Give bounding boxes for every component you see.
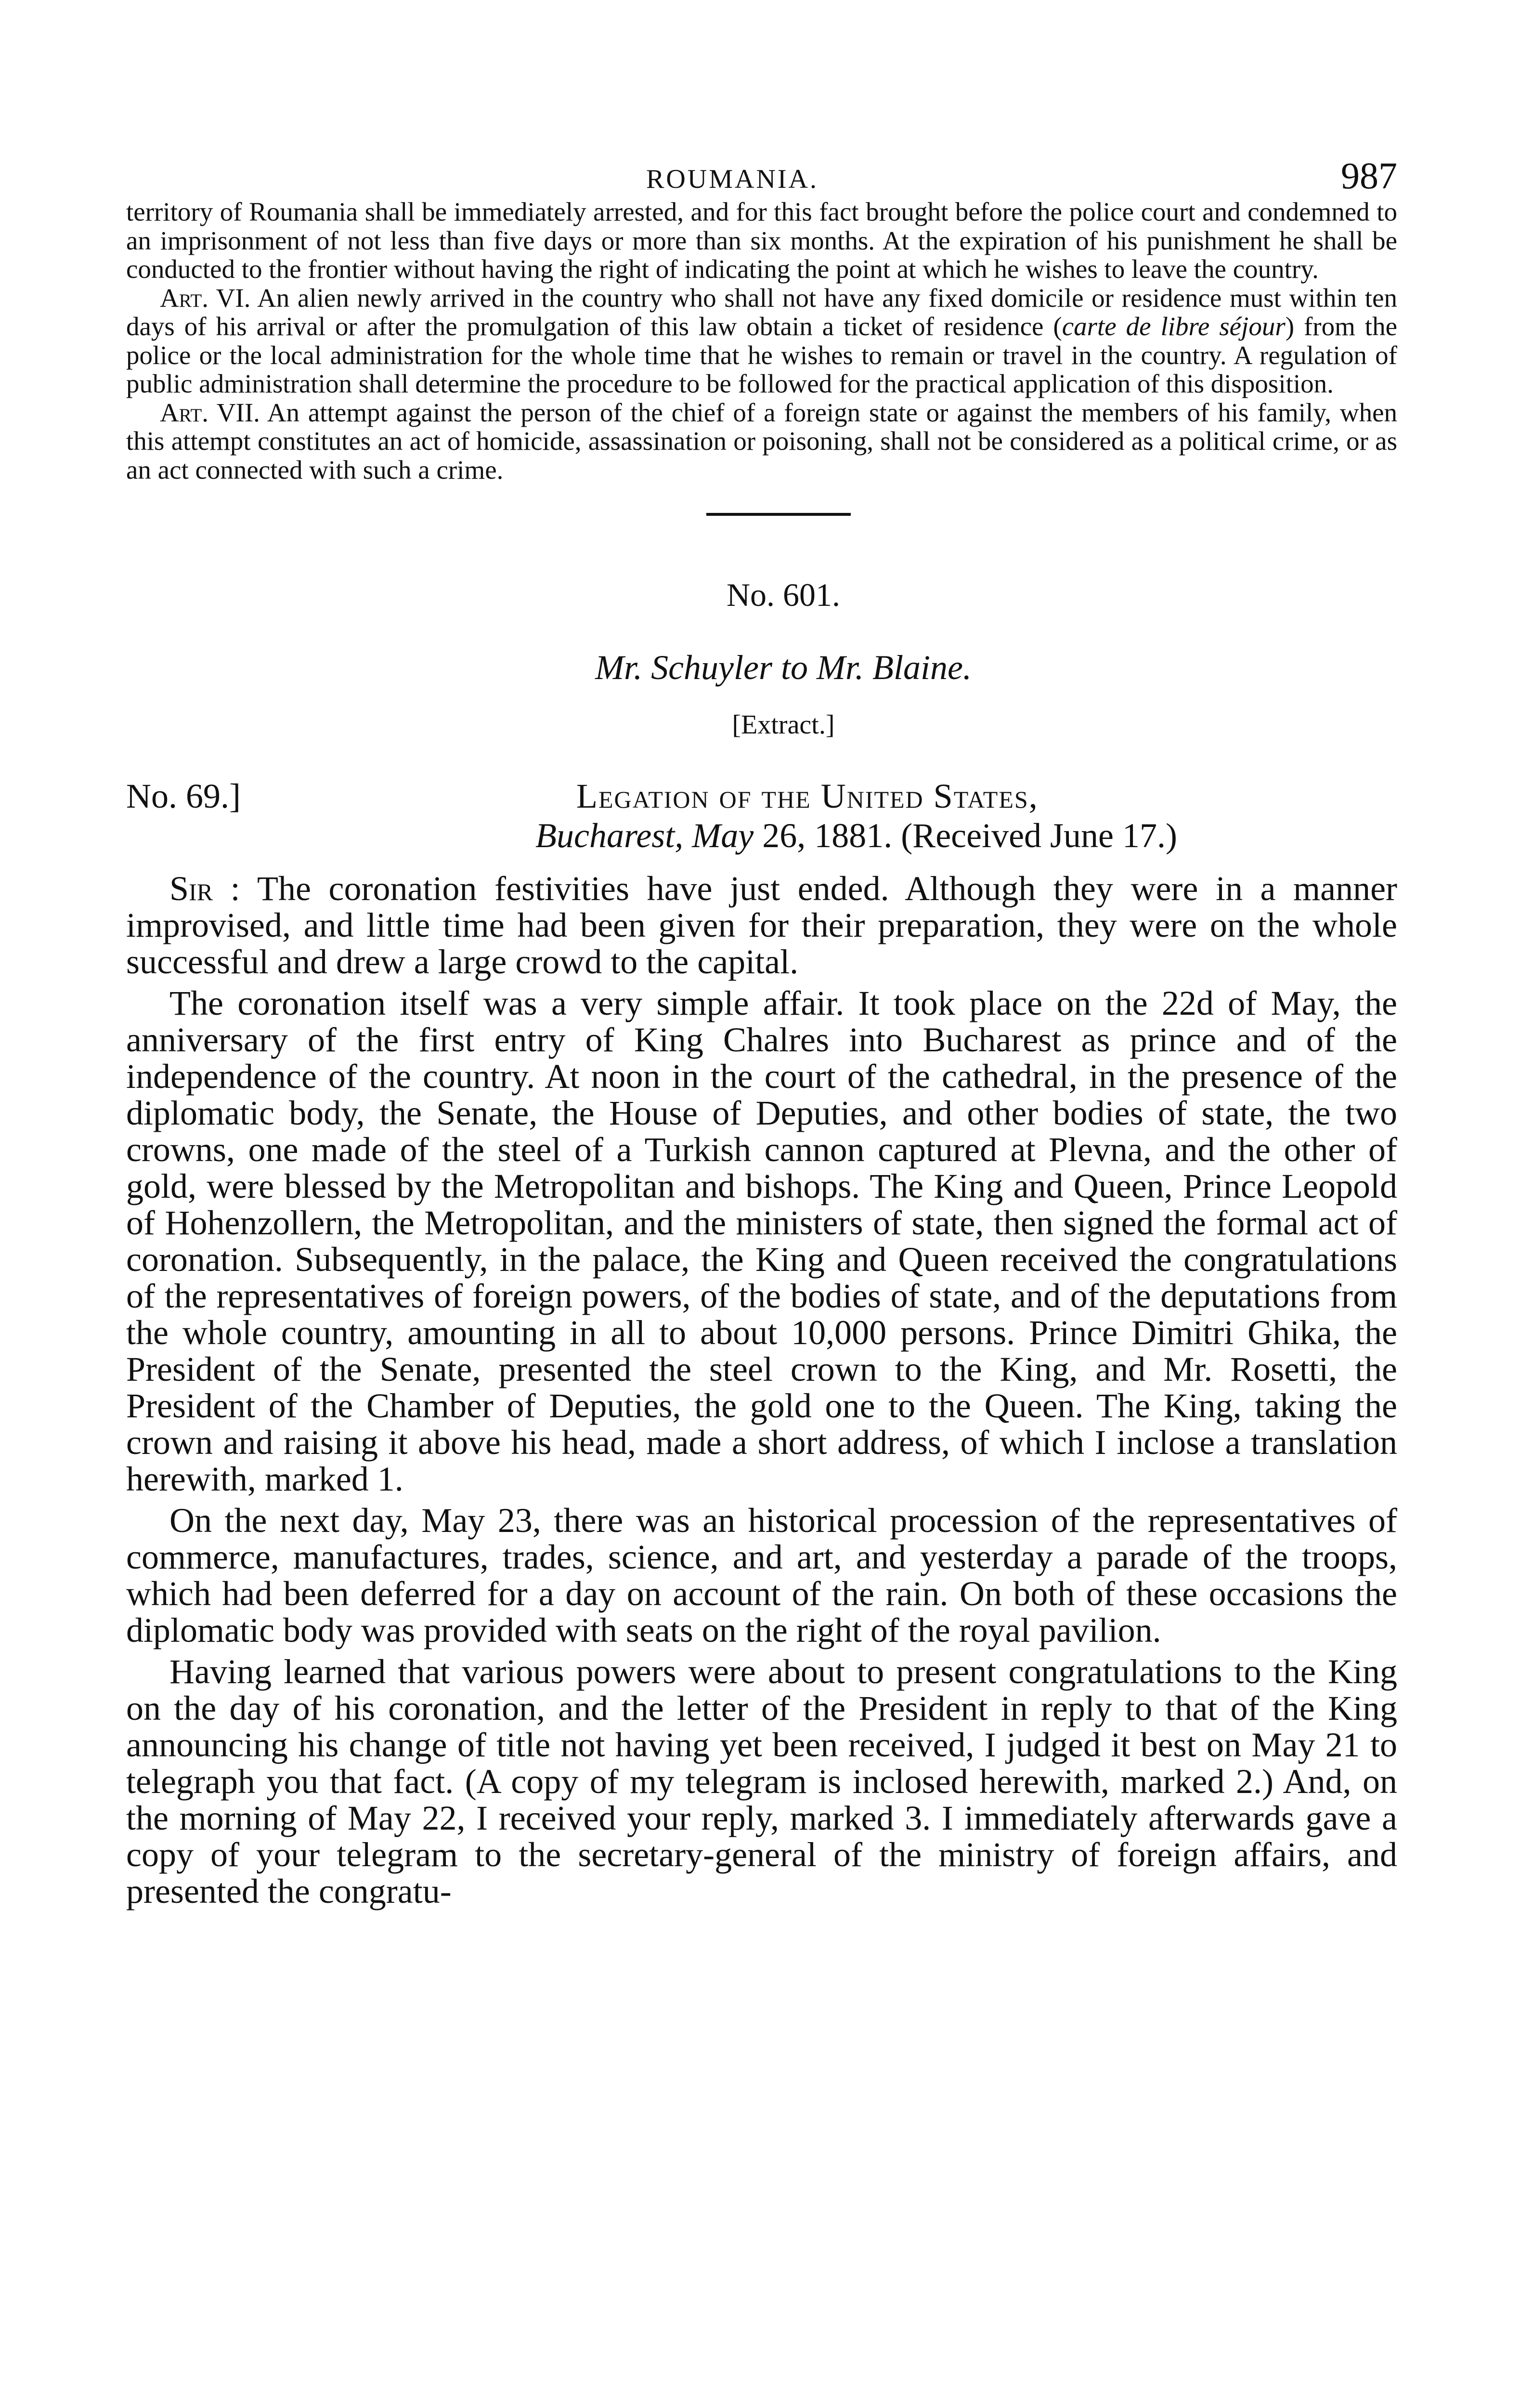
dispatch-number: No. 69.]	[126, 777, 241, 815]
section-divider	[706, 513, 851, 516]
article-7	[126, 398, 1397, 484]
body-paragraph-2: The coronation itself was a very simple affair. It took place on the 22d of May, the anniversary of the first entry of King Chalres into Bucharest as prince and of the independence of the country. At noon in the court of the cathedral, in the presence of the diplomatic body, the Senate, the House of Deputies, and other bodies of state, the two crowns, one made of the steel of a Turkish cannon captured at Plevna, and the other of gold, were blessed by the Metropolitan and bishops. The King and Queen, Prince Leopold of Hohenzollern, the Metropolitan, and the ministers of state, then signed the formal act of coronation. Subsequently, in the palace, the King and Queen received the congratulations of the representatives of foreign powers, of the bodies of state, and of the deputations from the whole country, amounting in all to about 10,000 persons. Prince Dimitri Ghika, the President of the Senate, presented the steel crown to the King, and Mr. Rosetti, the President of the Chamber of Deputies, the gold one to the Queen. The King, taking the crown and raising it above his head, made a short address, of which I inclose a translation herewith, marked 1.	[126, 984, 1397, 1498]
article-6-text-end: ) from the police or the local administration for the whole time that he wishes to remain or travel in the country. A regulation of public administration shall determine the procedure to be followed for the practical application of this disposition.	[126, 312, 1397, 398]
paragraph-text: The coronation festivities have just ended. Although they were in a manner improvised, and little time had been given for their preparation, they were on the whole successful and drew a large crowd to the capital.	[126, 869, 1398, 981]
page-number: 987	[1341, 155, 1397, 196]
dispatch-header	[126, 776, 1397, 863]
running-title: ROUMANIA.	[646, 164, 818, 194]
document-note: [Extract.]	[732, 710, 835, 740]
document-number: No. 601.	[726, 576, 841, 613]
document-heading: Mr. Schuyler to Mr. Blaine.	[595, 648, 972, 687]
letter-body	[126, 870, 1397, 1910]
running-head	[126, 144, 1397, 197]
article-6-text-start: An alien newly arrived in the country who shall not have any fixed domicile or residence must within ten days of his arrival or after the promulgation of this law obtain a ticket of residence (	[126, 283, 1397, 341]
dispatch-sender: Legation of the United States,	[576, 777, 1039, 815]
article-6-italic: carte de libre séjour	[1062, 312, 1286, 341]
previous-paragraph: territory of Roumania shall be immediately arrested, and for this fact brought before the police court and condemned to an imprisonment of not less than five days or more than six months. At the expiration of his punishment he shall be conducted to the frontier without having the right of indicating the point at which he wishes to leave the country.	[126, 197, 1397, 284]
article-7-label: Art. VII.	[160, 397, 260, 427]
article-6	[126, 284, 1397, 398]
article-7-text: An attempt against the person of the chief of a foreign state or against the members of his family, when this attempt constitutes an act of homicide, assassination or poisoning, shall not be considered as a political crime, or as an act connected with such a crime.	[126, 397, 1398, 484]
dispatch-date: 26, 1881. (Received June 17.)	[762, 816, 1177, 855]
dispatch-place: Bucharest, May	[535, 816, 754, 855]
previous-section	[126, 197, 1397, 484]
article-6-label: Art. VI.	[160, 283, 251, 313]
body-paragraph-1	[126, 870, 1397, 980]
dispatch-place-date	[535, 816, 1177, 856]
body-paragraph-4: Having learned that various powers were about to present congratulations to the King on the day of his coronation, and the letter of the President in reply to that of the King announcing his change of title not having yet been received, I judged it best on May 21 to telegraph you that fact. (A copy of my telegram is inclosed herewith, marked 2.) And, on the morning of May 22, I received your reply, marked 3. I immediately afterwards gave a copy of your telegram to the secretary-general of the ministry of foreign affairs, and presented the congratu-	[126, 1652, 1397, 1911]
salutation: Sir :	[169, 869, 240, 908]
body-paragraph-3: On the next day, May 23, there was an historical procession of the representatives of commerce, manufactures, trades, science, and art, and yesterday a parade of the troops, which had been deferred for a day on account of the rain. On both of these occasions the diplomatic body was provided with seats on the right of the royal pavilion.	[126, 1501, 1397, 1649]
document-page	[126, 144, 1397, 1910]
